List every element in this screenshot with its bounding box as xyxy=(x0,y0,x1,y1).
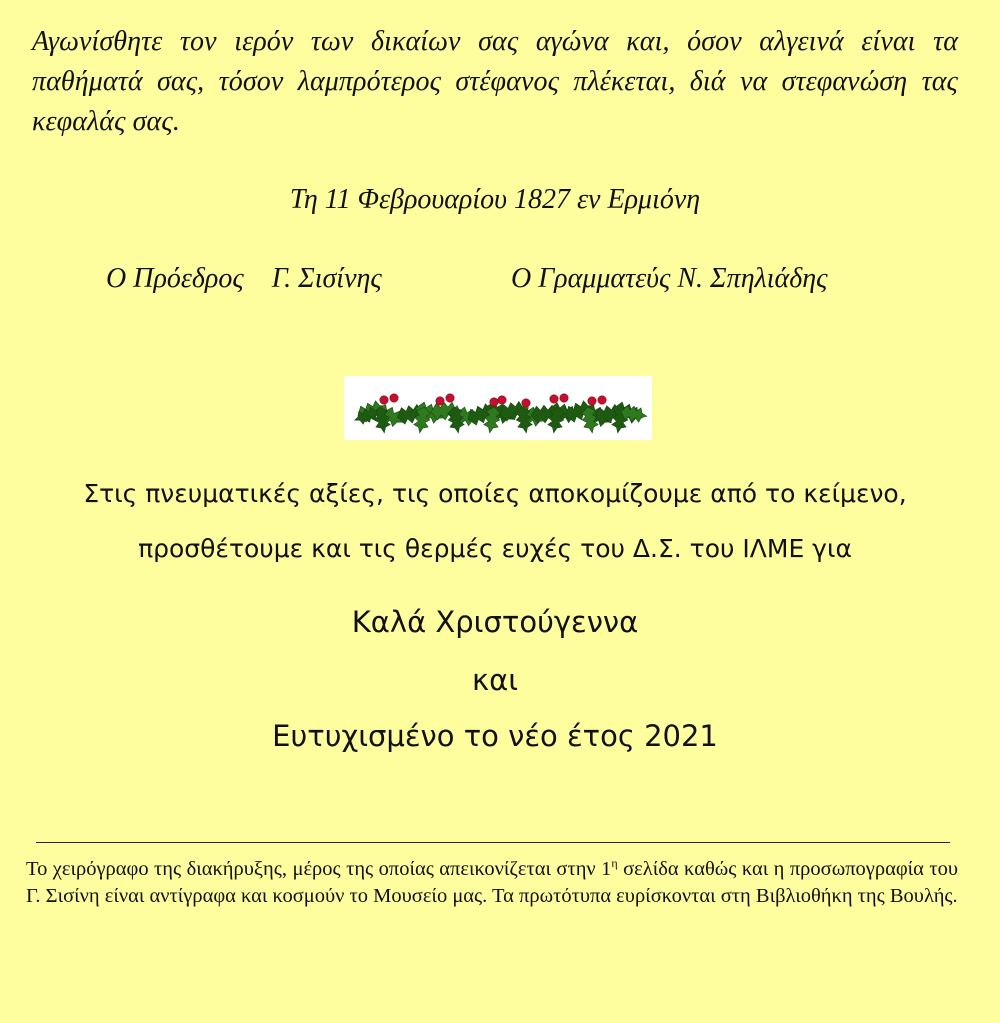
footnote-superscript: η xyxy=(611,856,618,871)
holly-berry xyxy=(390,394,398,402)
greeting-conjunction: και xyxy=(471,663,519,697)
footnote-text-part-1: Το χειρόγραφο της διακήρυξης, μέρος της οποίας απεικονίζεται στην 1 xyxy=(26,858,612,880)
footnote-divider xyxy=(36,842,950,843)
holly-berry xyxy=(490,398,498,406)
holly-berry xyxy=(588,397,596,405)
christmas-greeting: Καλά Χριστούγεννα xyxy=(351,605,639,639)
holly-berry xyxy=(380,396,388,404)
holly-berry xyxy=(446,394,454,402)
footnote xyxy=(26,856,958,910)
holly-garland-icon xyxy=(344,376,652,440)
holly-berry xyxy=(436,397,444,405)
date-location-line: Τη 11 Φεβρουαρίου 1827 εν Ερμιόνη xyxy=(289,184,701,215)
new-year-greeting: Ευτυχισμένο το νέο έτος 2021 xyxy=(272,719,718,753)
quote-paragraph: Αγωνίσθητε τον ιερόν των δικαίων σας αγώνα και, όσον αλγεινά είναι τα παθήματά σας, τόσον λαμπρότερος στέφανος πλέκεται, διά να στεφανώση τας κεφαλάς σας. xyxy=(32,26,958,137)
holly-berry xyxy=(550,395,558,403)
holly-berry xyxy=(598,396,606,404)
holly-berry xyxy=(560,394,568,402)
wishes-line-2: προσθέτουμε και τις θερμές ευχές του Δ.Σ. του ΙΛΜΕ για xyxy=(138,534,852,563)
president-signature: Ο Πρόεδρος Γ. Σισίνης xyxy=(106,263,382,294)
holly-berry xyxy=(522,399,530,407)
wishes-line-1: Στις πνευματικές αξίες, τις οποίες αποκομίζουμε από το κείμενο, xyxy=(83,479,907,508)
holly-garland-decoration xyxy=(344,376,652,440)
holly-berry xyxy=(498,396,506,404)
secretary-signature: Ο Γραμματεύς Ν. Σπηλιάδης xyxy=(511,263,828,294)
footnote-text-part-2: σελίδα καθώς και η προσωπογραφία του Γ. Σισίνη είναι αντίγραφα και κοσμούν το Μουσείο μας. Τα πρωτότυπα ευρίσκονται στη Βιβλιοθήκη της Βουλής. xyxy=(26,858,958,907)
